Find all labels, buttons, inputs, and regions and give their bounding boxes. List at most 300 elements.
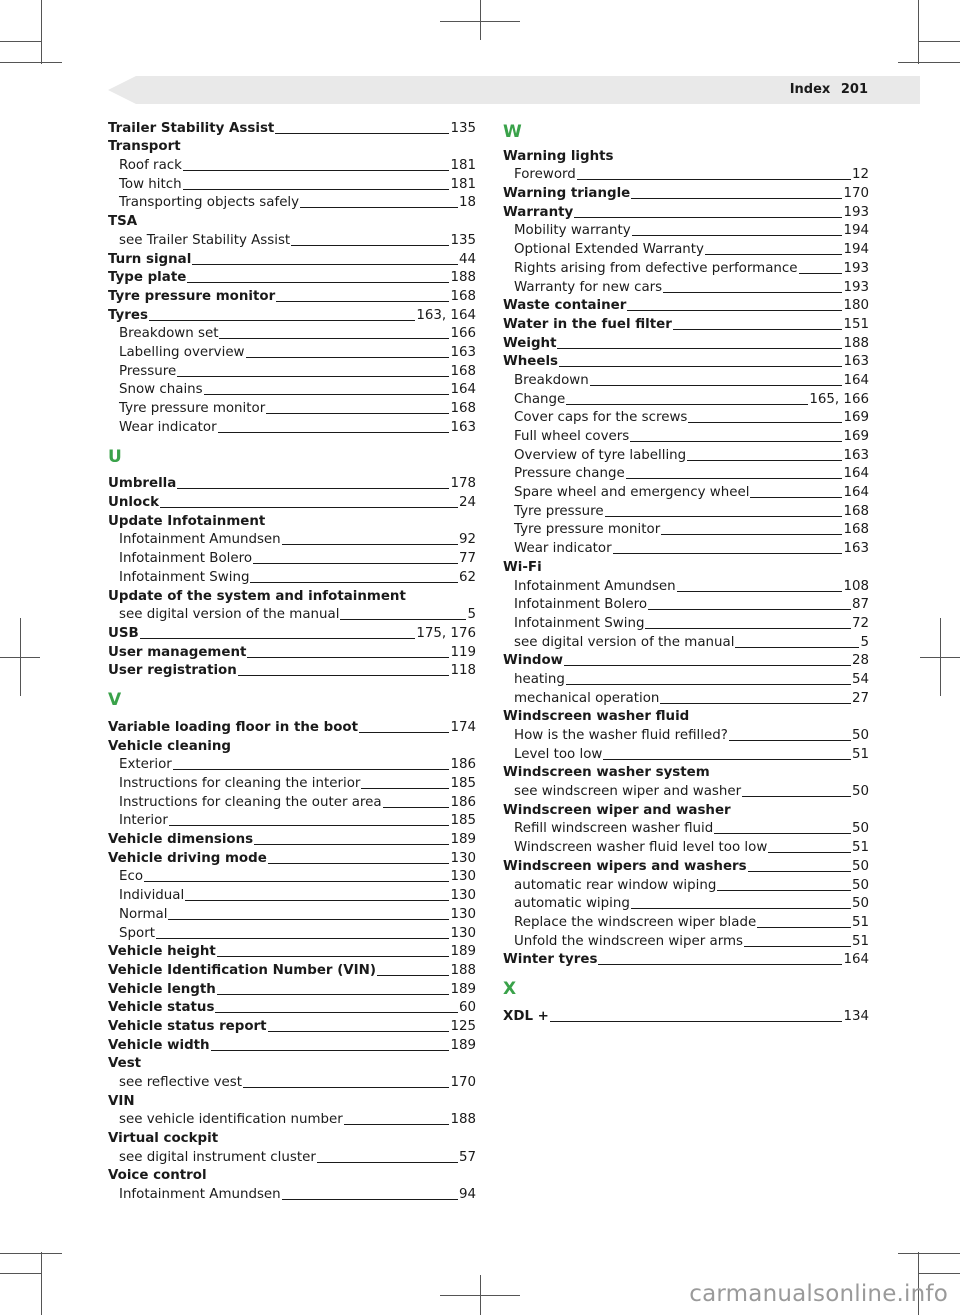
leader-line: [742, 796, 851, 797]
index-term: How is the washer fluid refilled?: [514, 728, 728, 743]
index-term: Tyre pressure: [514, 503, 604, 519]
index-subentry: [108, 1147, 476, 1166]
leader-line: [340, 619, 466, 620]
index-subentry: [108, 193, 476, 212]
leader-line: [282, 544, 458, 545]
index-subentry: [108, 1072, 476, 1091]
index-term: Normal: [119, 906, 168, 922]
index-term: Vehicle status report: [108, 1018, 267, 1034]
page-reference[interactable]: 77: [458, 551, 476, 567]
page-reference[interactable]: 54: [851, 671, 869, 687]
index-subentry: [108, 174, 476, 193]
index-term: Exterior: [119, 757, 172, 773]
page-reference[interactable]: 135: [450, 120, 476, 136]
leader-line: [169, 825, 450, 826]
index-subentry: [503, 277, 869, 296]
leader-line: [291, 245, 449, 246]
page-reference[interactable]: 50: [851, 821, 869, 837]
index-term: Vehicle dimensions: [108, 832, 254, 848]
page-reference[interactable]: 189: [450, 944, 476, 960]
page-reference[interactable]: 164: [843, 372, 869, 388]
page-reference[interactable]: 135: [450, 232, 476, 248]
index-term: Windscreen washer system: [503, 765, 710, 781]
index-entry: [108, 492, 476, 511]
page-reference[interactable]: 24: [458, 495, 476, 511]
leader-line: [160, 507, 458, 508]
page-reference[interactable]: 164: [843, 485, 869, 501]
leader-line: [661, 534, 842, 535]
page-reference[interactable]: 178: [450, 476, 476, 492]
leader-line: [735, 647, 859, 648]
leader-line: [243, 1087, 449, 1088]
index-term: Trailer Stability Assist: [108, 120, 275, 136]
leader-line: [799, 273, 843, 274]
leader-line: [268, 863, 450, 864]
page-reference[interactable]: 180: [843, 298, 869, 314]
index-term: Replace the windscreen wiper blade: [514, 914, 757, 930]
index-subentry: [503, 595, 869, 614]
index-subentry: [503, 819, 869, 838]
page-reference[interactable]: 168: [843, 503, 869, 519]
page-reference[interactable]: 163: [843, 541, 869, 557]
leader-line: [359, 732, 449, 733]
index-subentry: [503, 239, 869, 258]
page-reference[interactable]: 169: [843, 410, 869, 426]
index-term: Update Infotainment: [108, 513, 266, 529]
index-subentry: [503, 781, 869, 800]
page-number: 201: [840, 82, 868, 97]
page-reference[interactable]: 44: [458, 251, 476, 267]
header-section: Index: [789, 82, 831, 97]
index-entry: [503, 352, 869, 371]
index-letter-heading: V: [108, 690, 122, 711]
leader-line: [183, 189, 450, 190]
page-reference[interactable]: 62: [458, 569, 476, 585]
leader-line: [748, 871, 851, 872]
index-subentry: [503, 221, 869, 240]
leader-line: [177, 376, 449, 377]
leader-line: [204, 394, 450, 395]
page-reference[interactable]: 168: [450, 288, 476, 304]
leader-line: [768, 852, 851, 853]
leader-line: [300, 207, 458, 208]
index-subentry: [108, 398, 476, 417]
page-reference[interactable]: 50: [851, 858, 869, 874]
index-term: Infotainment Bolero: [119, 551, 253, 567]
leader-line: [603, 759, 851, 760]
index-term: Type plate: [108, 270, 187, 286]
page-reference[interactable]: 164: [843, 466, 869, 482]
index-term: Foreword: [514, 167, 576, 183]
leader-line: [564, 665, 851, 666]
page-reference[interactable]: 164: [450, 382, 476, 398]
leader-line: [673, 329, 843, 330]
index-entry: [108, 736, 476, 755]
page-reference[interactable]: 92: [458, 532, 476, 548]
index-entry: [108, 979, 476, 998]
leader-line: [149, 320, 415, 321]
page-reference[interactable]: 27: [851, 690, 869, 706]
index-entry: [108, 1128, 476, 1147]
index-subentry: [503, 426, 869, 445]
index-entry: [108, 1054, 476, 1073]
leader-line: [757, 927, 851, 928]
leader-line: [688, 422, 842, 423]
index-subentry: [108, 342, 476, 361]
index-term: Snow chains: [119, 382, 203, 398]
page-reference[interactable]: 188: [450, 962, 476, 978]
leader-line: [632, 235, 843, 236]
index-entry: [108, 829, 476, 848]
leader-line: [275, 133, 449, 134]
index-term: Voice control: [108, 1168, 207, 1184]
index-term: Unlock: [108, 495, 160, 511]
leader-line: [574, 217, 842, 218]
page-reference[interactable]: 181: [450, 176, 476, 192]
index-term: heating: [514, 671, 565, 687]
index-term: Vest: [108, 1056, 142, 1072]
page-reference[interactable]: 163: [843, 354, 869, 370]
page-reference[interactable]: 50: [851, 728, 869, 743]
index-term: Cover caps for the screws: [514, 410, 688, 426]
index-subentry: [503, 520, 869, 539]
page-reference[interactable]: 51: [851, 914, 869, 930]
leader-line: [750, 497, 842, 498]
index-entry: [503, 856, 869, 875]
page-reference[interactable]: 5: [860, 634, 869, 650]
page-reference[interactable]: 186: [450, 757, 476, 773]
index-entry: [108, 1035, 476, 1054]
watermark: carmanualsonline.info: [689, 1281, 948, 1307]
index-subentry: [503, 875, 869, 894]
leader-line: [217, 956, 450, 957]
page-reference[interactable]: 181: [450, 158, 476, 174]
index-term: Window: [503, 653, 564, 669]
index-entry: [108, 1091, 476, 1110]
page-reference[interactable]: 50: [851, 896, 869, 912]
index-term: VIN: [108, 1093, 135, 1109]
leader-line: [173, 769, 450, 770]
page-reference[interactable]: 169: [843, 429, 869, 444]
page-reference[interactable]: 165, 166: [809, 391, 869, 407]
index-term: Rights arising from defective performance: [514, 260, 798, 276]
leader-line: [631, 198, 842, 199]
page-reference[interactable]: 163: [450, 419, 476, 435]
leader-line: [714, 833, 851, 834]
page-reference[interactable]: 188: [450, 270, 476, 286]
index-entry: [503, 314, 869, 333]
leader-line: [577, 179, 851, 180]
index-term: Sport: [119, 925, 155, 941]
leader-line: [217, 994, 450, 995]
index-term: see windscreen wiper and washer: [514, 784, 742, 800]
index-subentry: [503, 912, 869, 931]
leader-line: [630, 441, 842, 442]
leader-line: [705, 254, 842, 255]
index-term: mechanical operation: [514, 690, 660, 706]
index-entry: [503, 296, 869, 315]
page-reference[interactable]: 188: [843, 335, 869, 351]
page-reference[interactable]: 12: [851, 167, 869, 183]
index-entry: [108, 848, 476, 867]
index-term: Overview of tyre labelling: [514, 447, 687, 463]
index-term: Breakdown set: [119, 326, 219, 342]
page-reference[interactable]: 51: [851, 746, 869, 762]
index-entry: [108, 942, 476, 961]
page-reference[interactable]: 130: [450, 850, 476, 866]
page-reference[interactable]: 189: [450, 1037, 476, 1053]
index-term: see reflective vest: [119, 1075, 242, 1090]
index-subentry: [503, 613, 869, 632]
leader-line: [613, 553, 843, 554]
page-reference[interactable]: 60: [458, 1000, 476, 1016]
page-reference[interactable]: 168: [450, 363, 476, 379]
page-reference[interactable]: 185: [450, 776, 476, 791]
page-reference[interactable]: 87: [851, 597, 869, 613]
page-reference[interactable]: 18: [458, 195, 476, 211]
leader-line: [590, 385, 843, 386]
leader-line: [168, 919, 449, 920]
index-term: Windscreen washer fluid: [503, 709, 690, 725]
index-subentry: [108, 773, 476, 792]
page-reference[interactable]: 170: [450, 1075, 476, 1090]
page-reference[interactable]: 50: [851, 784, 869, 800]
index-term: User management: [108, 644, 247, 660]
page-reference[interactable]: 193: [843, 260, 869, 276]
index-entry: [108, 1016, 476, 1035]
index-subentry: [503, 165, 869, 184]
leader-line: [187, 282, 449, 283]
page-reference[interactable]: 175, 176: [416, 625, 476, 641]
page-reference[interactable]: 168: [843, 522, 869, 538]
index-term: User registration: [108, 663, 237, 679]
leader-line: [631, 908, 851, 909]
index-subentry: [503, 464, 869, 483]
index-term: Infotainment Swing: [119, 569, 250, 585]
page-reference[interactable]: 193: [843, 204, 869, 220]
index-entry: [503, 146, 869, 165]
index-column-right: [503, 118, 869, 1025]
page-reference[interactable]: 164: [843, 952, 869, 968]
index-term: Waste container: [503, 298, 627, 314]
index-subentry: [108, 755, 476, 774]
page-reference[interactable]: 50: [851, 877, 869, 893]
leader-line: [566, 404, 808, 405]
index-subentry: [108, 380, 476, 399]
leader-line: [250, 582, 458, 583]
index-entry: [108, 118, 476, 137]
page-reference[interactable]: 166: [450, 326, 476, 342]
page-reference[interactable]: 5: [467, 607, 476, 623]
leader-line: [254, 844, 449, 845]
index-entry: [108, 137, 476, 156]
page-reference[interactable]: 108: [843, 578, 869, 594]
page-reference[interactable]: 134: [843, 1008, 869, 1024]
index-term: Windscreen wiper and washer: [503, 802, 731, 818]
index-subentry: [503, 725, 869, 744]
index-term: Instructions for cleaning the outer area: [119, 794, 382, 810]
page-reference[interactable]: 130: [450, 869, 476, 885]
index-subentry: [108, 605, 476, 624]
index-term: Level too low: [514, 746, 603, 762]
leader-line: [677, 591, 843, 592]
index-term: USB: [108, 625, 139, 641]
page-reference[interactable]: 163: [450, 344, 476, 360]
page-reference[interactable]: 170: [843, 186, 869, 202]
page-reference[interactable]: 119: [450, 644, 476, 660]
page-reference[interactable]: 118: [450, 663, 476, 679]
leader-line: [660, 703, 851, 704]
page-reference[interactable]: 130: [450, 925, 476, 941]
index-term: Transporting objects safely: [119, 195, 300, 211]
index-entry: [503, 202, 869, 221]
page-reference[interactable]: 186: [450, 794, 476, 810]
index-subentry: [108, 1184, 476, 1203]
leader-line: [645, 628, 851, 629]
index-subentry: [108, 417, 476, 436]
index-subentry: [503, 837, 869, 856]
index-term: Wi-Fi: [503, 559, 542, 575]
leader-line: [344, 1124, 450, 1125]
index-subentry: [108, 792, 476, 811]
index-subentry: [108, 885, 476, 904]
index-term: Wear indicator: [514, 541, 612, 557]
index-entry: [108, 211, 476, 230]
index-term: Vehicle Identification Number (VIN): [108, 962, 376, 978]
leader-line: [266, 413, 449, 414]
leader-line: [144, 881, 449, 882]
leader-line: [627, 310, 842, 311]
page-reference[interactable]: 188: [450, 1112, 476, 1128]
index-subentry: [503, 538, 869, 557]
page-reference[interactable]: 163: [843, 447, 869, 463]
index-term: Full wheel covers: [514, 429, 630, 444]
index-term: Infotainment Amundsen: [119, 1187, 281, 1203]
page-reference[interactable]: 189: [450, 981, 476, 997]
index-entry: [503, 333, 869, 352]
leader-line: [550, 1021, 843, 1022]
leader-line: [246, 357, 450, 358]
index-term: Warning triangle: [503, 186, 631, 202]
index-subentry: [503, 482, 869, 501]
index-term: Infotainment Amundsen: [514, 578, 676, 594]
index-entry: [108, 642, 476, 661]
leader-line: [361, 788, 449, 789]
index-entry: [503, 183, 869, 202]
index-subentry: [503, 894, 869, 913]
page-reference[interactable]: 130: [450, 906, 476, 922]
index-entry: [108, 661, 476, 680]
leader-line: [156, 938, 449, 939]
index-entry: [108, 249, 476, 268]
page-reference[interactable]: 193: [843, 279, 869, 295]
leader-line: [218, 432, 450, 433]
index-subentry: [108, 155, 476, 174]
page-reference[interactable]: 125: [450, 1018, 476, 1034]
index-entry: [108, 717, 476, 736]
leader-line: [247, 657, 449, 658]
leader-line: [626, 478, 843, 479]
index-subentry: [503, 931, 869, 950]
index-subentry: [503, 370, 869, 389]
index-subentry: [108, 867, 476, 886]
index-entry: [108, 305, 476, 324]
index-term: Water in the fuel filter: [503, 316, 672, 332]
leader-line: [185, 900, 449, 901]
leader-line: [557, 348, 842, 349]
index-term: Vehicle width: [108, 1037, 210, 1053]
page-reference[interactable]: 194: [843, 242, 869, 258]
leader-line: [238, 675, 450, 676]
index-letter-heading: W: [503, 122, 522, 142]
index-term: Unfold the windscreen wiper arms: [514, 933, 744, 949]
page-reference[interactable]: 163, 164: [416, 307, 476, 323]
index-subentry: [108, 548, 476, 567]
page-reference[interactable]: 151: [843, 316, 869, 332]
page-reference[interactable]: 174: [450, 719, 476, 735]
index-term: Windscreen wipers and washers: [503, 858, 747, 874]
index-term: Individual: [119, 888, 185, 904]
index-term: Pressure: [119, 363, 177, 379]
page-reference[interactable]: 51: [851, 840, 869, 856]
leader-line: [717, 890, 851, 891]
page-reference[interactable]: 130: [450, 888, 476, 904]
index-subentry: [108, 230, 476, 249]
page-reference[interactable]: 189: [450, 832, 476, 848]
page-reference[interactable]: 94: [458, 1187, 476, 1203]
index-term: Mobility warranty: [514, 223, 631, 239]
index-term: see Trailer Stability Assist: [119, 232, 291, 248]
index-term: Infotainment Swing: [514, 615, 645, 631]
index-term: Transport: [108, 139, 181, 155]
page-header: [790, 82, 868, 97]
leader-line: [211, 1050, 450, 1051]
index-term: Variable loading floor in the boot: [108, 719, 359, 735]
index-entry: [503, 557, 869, 576]
index-term: Eco: [119, 869, 144, 885]
page-reference[interactable]: 168: [450, 401, 476, 416]
page-reference[interactable]: 57: [458, 1149, 476, 1165]
index-term: Umbrella: [108, 476, 177, 492]
page-reference[interactable]: 194: [843, 223, 869, 239]
index-term: Tyre pressure monitor: [119, 401, 266, 416]
index-term: Warranty: [503, 204, 574, 220]
index-subentry: [503, 688, 869, 707]
leader-line: [744, 946, 851, 947]
index-term: Virtual cockpit: [108, 1131, 219, 1147]
page-reference[interactable]: 51: [851, 933, 869, 949]
index-letter-heading: U: [108, 446, 122, 467]
page-reference[interactable]: 185: [450, 813, 476, 829]
leader-line: [215, 1012, 458, 1013]
leader-line: [598, 964, 842, 965]
index-subentry: [108, 361, 476, 380]
index-subentry: [503, 408, 869, 427]
index-entry: [108, 998, 476, 1017]
index-term: Interior: [119, 813, 168, 829]
leader-line: [566, 684, 851, 685]
index-entry: [503, 763, 869, 782]
index-subentry: [503, 501, 869, 520]
index-entry: [503, 1006, 869, 1025]
page-reference[interactable]: 72: [851, 615, 869, 631]
leader-line: [317, 1162, 458, 1163]
index-term: TSA: [108, 214, 138, 230]
index-entry: [503, 651, 869, 670]
leader-line: [377, 975, 449, 976]
index-term: Winter tyres: [503, 952, 598, 968]
page-reference[interactable]: 28: [851, 653, 869, 669]
